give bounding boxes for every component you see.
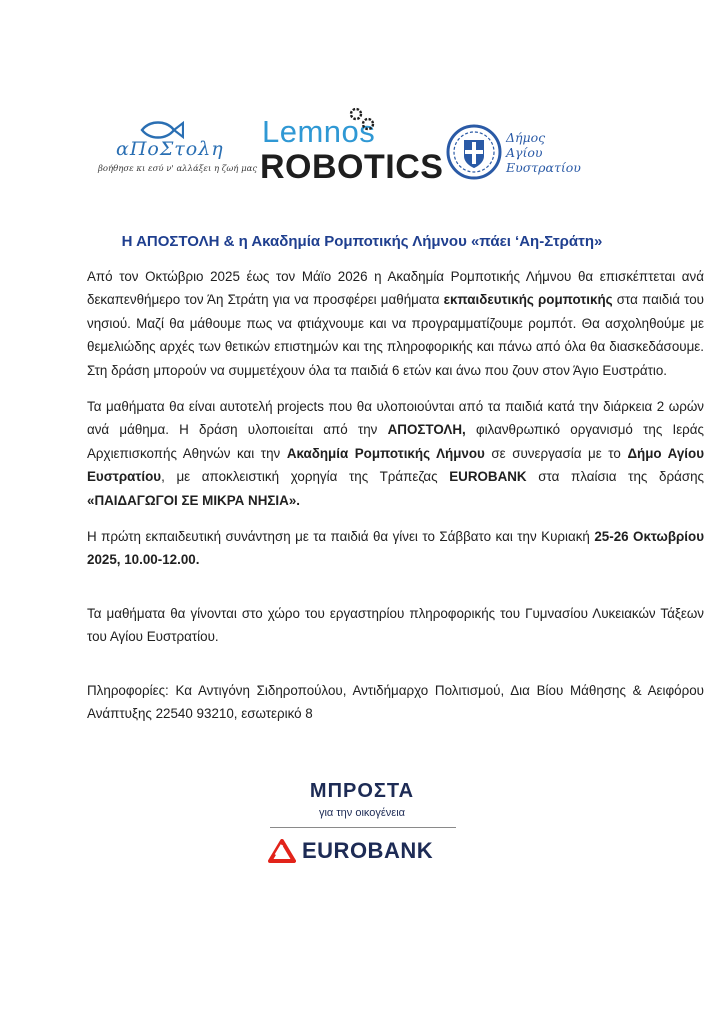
header-logos [0,108,724,198]
mprosta-wordmark: ΜΠΡΟΣΤΑ [309,780,415,802]
bold-span: Ακαδημία Ρομποτικής Λήμνου [286,445,485,461]
robotics-wordmark: ROBOTICS [260,148,444,186]
bold-span: EUROBANK [449,469,527,485]
paragraph-intro [87,265,704,382]
lemnos-wordmark: Lemnos [262,114,376,149]
text-span: σε συνεργασία με το [484,445,628,461]
text-span: Η πρώτη εκπαιδευτική συνάντηση με τα παιδιά θα γίνει το Σάββατο και την Κυριακή [87,529,595,545]
eurobank-logo [268,838,458,864]
text-span: , με αποκλειστική χορηγία της Τράπεζας [161,469,450,485]
paragraph-contact: Πληροφορίες: Κα Αντιγόνη Σιδηροπούλου, Αντιδήμαρχο Πολιτισμού, Δια Βίου Μάθησης & Αειφόρου Ανάπτυξης 22540 93210, εσωτερικό 8 [87,682,704,722]
dimos-line-3: Ευστρατίου [506,160,581,175]
mprosta-subtitle: για την οικογένεια [318,807,406,819]
eurobank-wordmark: EUROBANK [302,838,434,863]
document-body [87,265,704,739]
sponsor-block [0,780,724,870]
text-span: φιλανθρωπικό οργανισμό της Ιεράς Αρχιεπισκοπής Αθηνών και την [87,422,704,461]
page-title: Η ΑΠΟΣΤΟΛΗ & η Ακαδημία Ρομποτικής Λήμνου «πάει ‘Αη-Στράτη» [121,233,603,250]
lemnos-robotics-logo [260,112,444,188]
dimos-logo [446,122,586,192]
text-span: στα παιδιά του νησιού. Μαζί θα μάθουμε πως να φτιάχνουμε και να προγραμματίζουμε ρομπότ. Θα ασχοληθούμε με θεμελιώδης αρχές των θετικών επιστημών και της πληροφορικής και πάνω από όλα θα διασκεδάσουμε. Στη δράση μπορούν να συμμετέχουν όλα τα παιδιά 6 ετών και άνω που ζουν στον Άγιο Ευστράτιο. [87,292,704,378]
apostoli-tagline: βοήθησε κι εσύ ν' αλλάξει η ζωή μας [98,164,258,174]
text-span: Από τον Οκτώβριο 2025 έως τον Μάϊο 2026 η Ακαδημία Ρομποτικής Λήμνου θα επισκέπτεται ανά δεκαπενθήμερο τον Άη Στράτη για να προσφέρει μαθήματα [87,269,704,308]
bold-span: εκπαιδευτικής ρομποτικής [443,292,613,308]
paragraph-first-meeting [87,525,704,572]
text-span: Τα μαθήματα θα είναι αυτοτελή projects που θα υλοποιούνται από τα παιδιά κατά την διάρκεια 2 ωρών ανά μάθημα. Η δράση υλοποιείται από την [87,399,704,438]
paragraph-details [87,395,704,512]
bold-span: Δήμο Αγίου Ευστρατίου [87,445,704,485]
bold-span: «ΠΑΙΔΑΓΩΓΟΙ ΣΕ ΜΙΚΡΑ ΝΗΣΙΑ». [87,492,300,508]
sponsor-divider [270,827,456,828]
paragraph-location: Τα μαθήματα θα γίνονται στο χώρο του εργαστηρίου πληροφορικής του Γυμνασίου Λυκειακών Τάξεων του Αγίου Ευστρατίου. [87,605,704,645]
dimos-name [506,130,581,175]
apostoli-logo [86,108,258,188]
greek-crest-icon [446,122,502,182]
eurobank-mark-icon [268,839,296,863]
dimos-line-1: Δήμος [506,130,546,145]
dimos-line-2: Αγίου [506,145,543,160]
bold-span: 25-26 Οκτωβρίου 2025, 10.00-12.00. [87,529,704,568]
text-span: στα πλαίσια της δράσης [526,469,704,485]
bold-span: ΑΠΟΣΤΟΛΗ, [387,422,466,438]
gears-icon [346,102,380,132]
apostoli-wordmark: αΠοΣτολη [116,138,224,160]
